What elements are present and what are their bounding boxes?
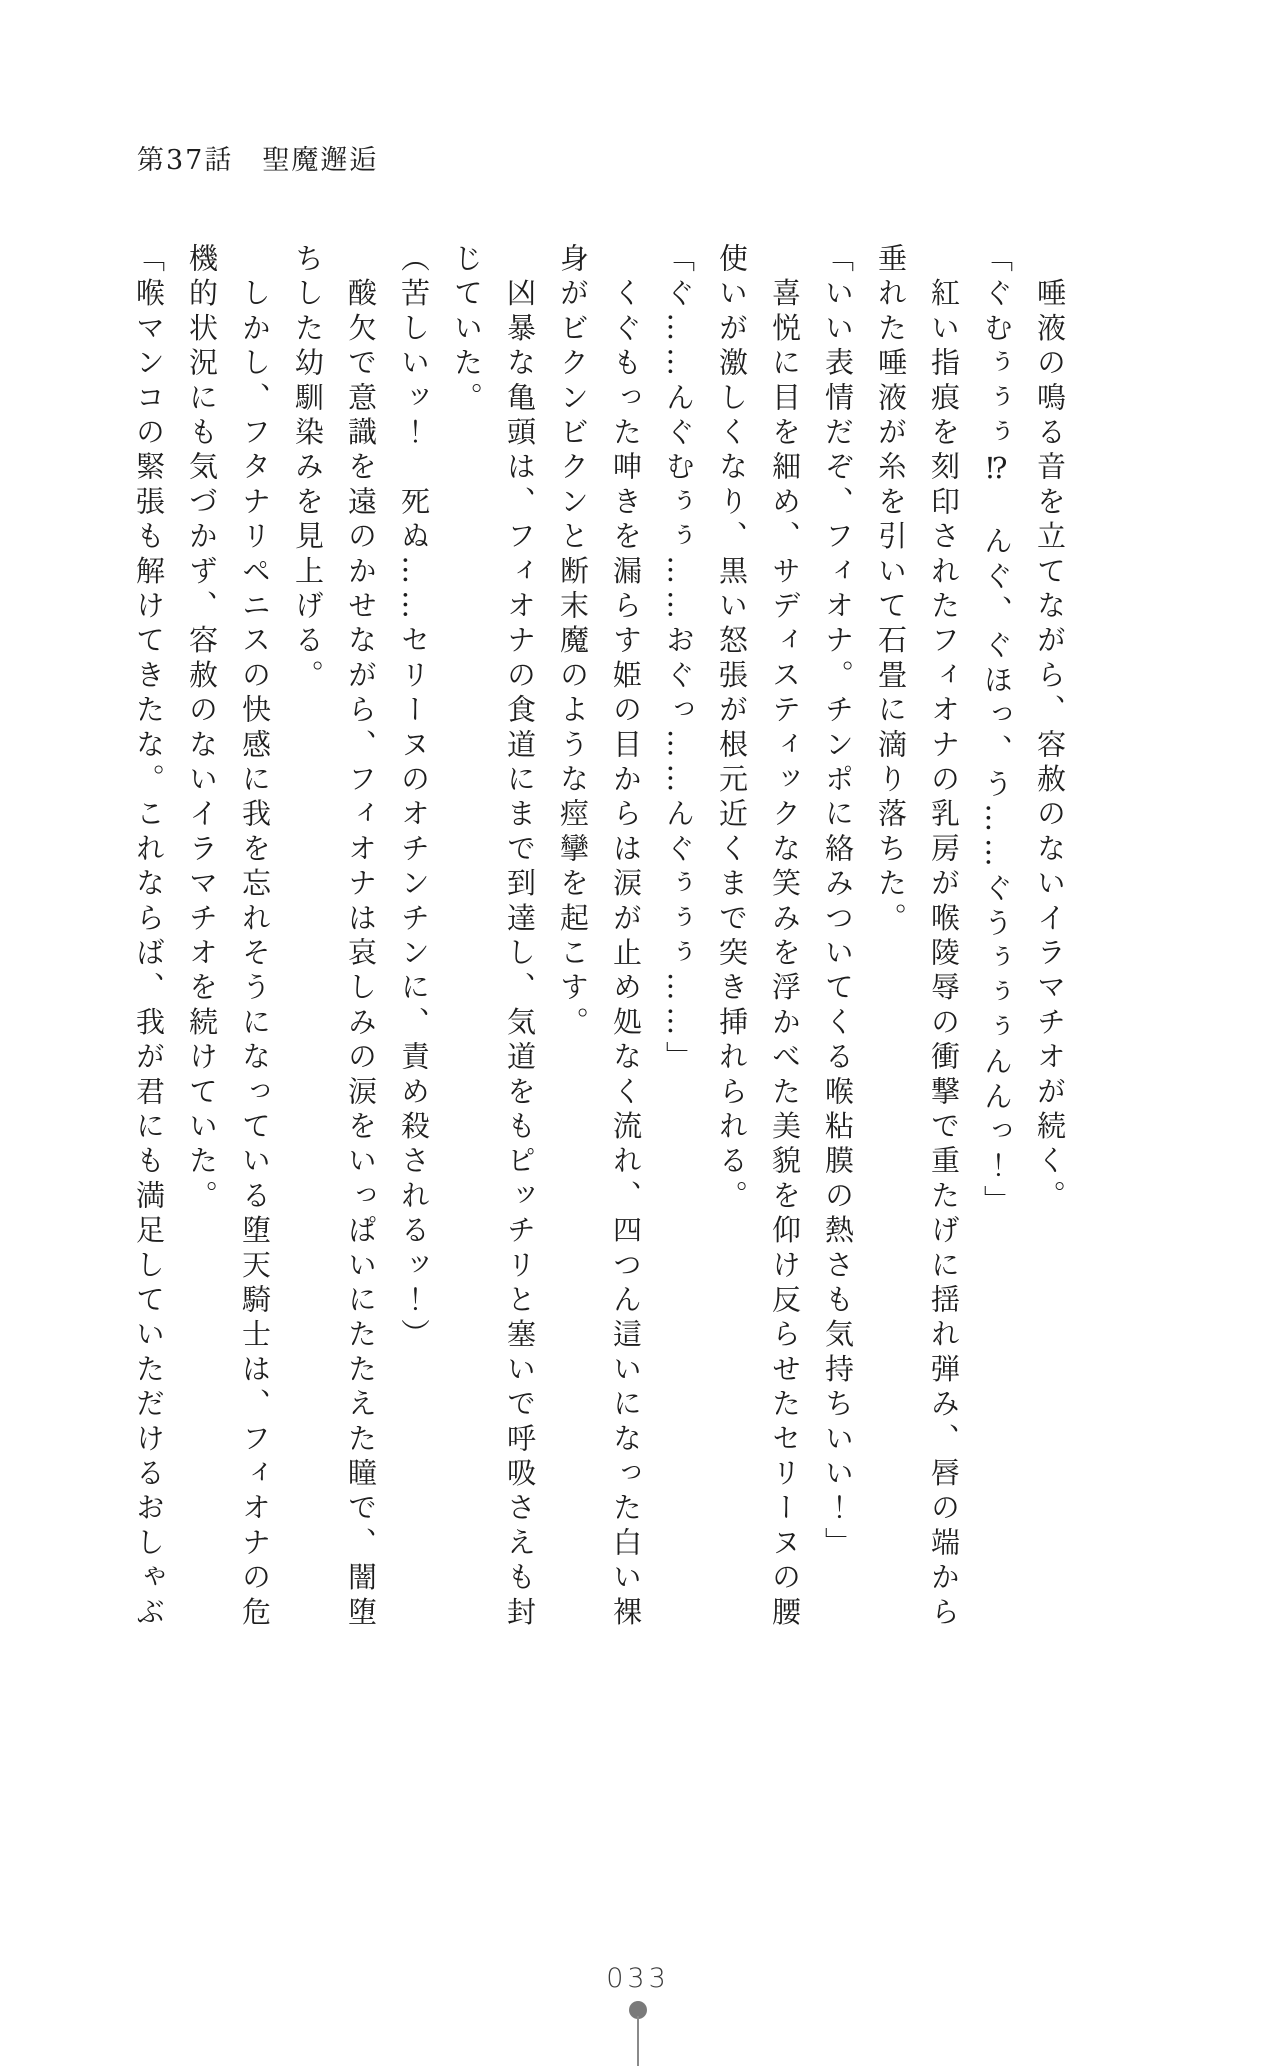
chapter-heading: 第37話 聖魔邂逅 (137, 145, 379, 176)
text-line: 機的状況にも気づかず、容赦のないイラマチオを続けていた。 (185, 243, 219, 1215)
text-line: 唾液の鳴る音を立てながら、容赦のないイラマチオが続く。 (1033, 243, 1067, 1215)
text-line: 「喉マンコの緊張も解けてきたな。これならば、我が君にも満足していただけるおしゃぶ (132, 243, 166, 1631)
text-line: （苦しいッ！ 死ぬ……セリーヌのオチンチンに、責め殺されるッ！） (397, 243, 431, 1354)
text-line: くぐもった呻きを漏らす姫の目からは涙が止め処なく流れ、四つん這いになった白い裸 (609, 243, 643, 1631)
text-line: 凶暴な亀頭は、フィオナの食道にまで到達し、気道をもピッチリと塞いで呼吸さえも封 (503, 243, 537, 1631)
text-line: 紅い指痕を刻印されたフィオナの乳房が喉陵辱の衝撃で重たげに揺れ弾み、唇の端から (927, 243, 961, 1631)
text-line: ちした幼馴染みを見上げる。 (291, 243, 325, 695)
text-line: 「ぐむぅぅぅ⁉ んぐ、ぐほっ、う……ぐうぅぅぅんんっ！」 (980, 243, 1014, 1220)
text-line: 「ぐ……んぐむぅぅ……おぐっ……んぐぅぅぅ……」 (662, 243, 696, 1076)
text-line: 使いが激しくなり、黒い怒張が根元近くまで突き挿れられる。 (715, 243, 749, 1215)
text-line: 酸欠で意識を遠のかせながら、フィオナは哀しみの涙をいっぱいにたたえた瞳で、闇堕 (344, 243, 378, 1631)
footer-rule (637, 2016, 639, 2066)
text-line: しかし、フタナリペニスの快感に我を忘れそうになっている堕天騎士は、フィオナの危 (238, 243, 272, 1631)
text-line: 身がビクンビクンと断末魔のような痙攣を起こす。 (556, 243, 590, 1042)
text-line: 垂れた唾液が糸を引いて石畳に滴り落ちた。 (874, 243, 908, 937)
text-line: 「いい表情だぞ、フィオナ。チンポに絡みついてくる喉粘膜の熱さも気持ちいい！」 (821, 243, 855, 1562)
page-number: 033 (606, 1963, 670, 1994)
body-text (122, 243, 1076, 1635)
text-line: じていた。 (450, 243, 484, 417)
text-line: 喜悦に目を細め、サディスティックな笑みを浮かべた美貌を仰け反らせたセリーヌの腰 (768, 243, 802, 1631)
